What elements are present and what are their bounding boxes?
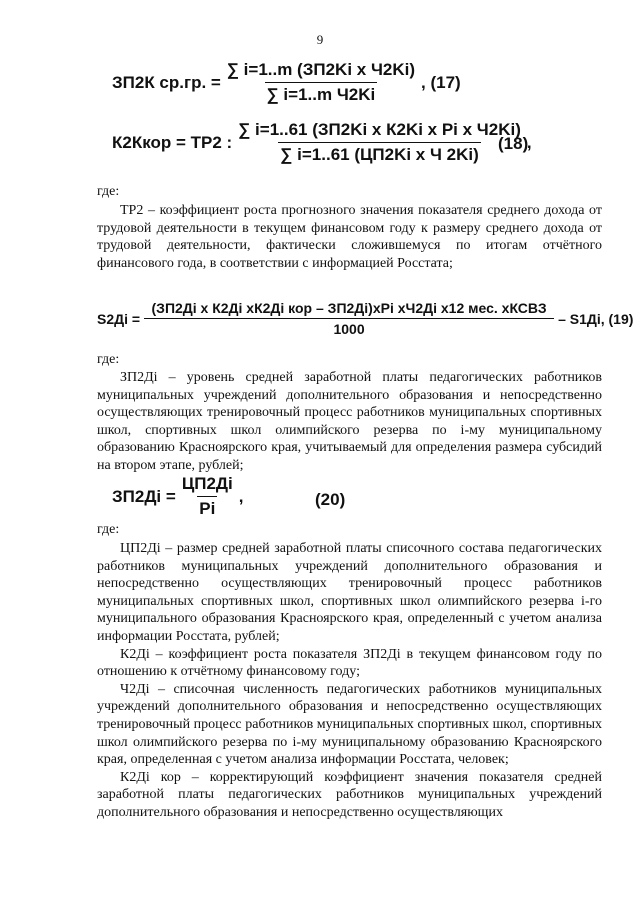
formula-19-fraction — [144, 300, 554, 337]
formula-17-number: , (17) — [421, 72, 461, 92]
paragraph-ch2-text: Ч2Дi – списочная численность педагогических работников муниципальных учреждений дополнительного образования и непосредственно осуществляющих тренировочный процесс работников муниципальных спортивных школ, спортивных школ олимпийского резерва по i-му муниципальному образованию Красноярского края, определенная с учетом анализа информации Росстата, человек; — [97, 681, 602, 768]
formula-17-fraction — [225, 60, 417, 105]
formula-18-fraction — [236, 120, 523, 165]
formula-17 — [112, 60, 461, 105]
formula-19-lhs: S2Дi = — [97, 310, 141, 327]
definitions-block — [97, 540, 602, 822]
paragraph-k2kor-text: К2Дi кор – корректирующий коэффициент значения показателя средней заработной платы педагогических работников муниципальных учреждений дополнительного образования и непосредственно осуществляющих — [97, 769, 602, 820]
where-label-2: где: — [97, 352, 120, 367]
formula-19 — [97, 300, 633, 337]
formula-18-number: (18) — [498, 134, 529, 153]
where-label-1: где: — [97, 184, 120, 199]
paragraph-tp2-text: ТР2 – коэффициент роста прогнозного значения показателя среднего дохода от трудовой деятельности в текущем финансовом году к размеру среднего дохода от трудовой деятельности, фактически сложившемуся по итогам отчётного финансового года, в соответствии с информацией Росстата; — [97, 203, 602, 271]
formula-17-lhs: ЗП2К ср.гр. = — [112, 72, 221, 92]
formula-18-numerator: ∑ i=1..61 (ЗП2Ki x К2Ki x Pi x Ч2Ki) — [238, 120, 521, 139]
formula-20-number: (20) — [315, 490, 346, 509]
formula-18-tail: , — [526, 132, 532, 152]
formula-20 — [112, 474, 243, 519]
paragraph-tp2 — [97, 202, 602, 272]
formula-19-rhs: – S1Дi, (19) — [558, 310, 634, 327]
formula-20-fraction — [180, 474, 235, 519]
formula-20-lhs: ЗП2Дi = — [112, 486, 176, 506]
where-label-3: где: — [97, 522, 120, 537]
formula-20-denominator: Pi — [197, 496, 217, 519]
formula-20-numerator: ЦП2Дi — [181, 474, 233, 493]
formula-19-numerator: (ЗП2Дi x К2Дi xК2Дi кор – ЗП2Дi)xPi xЧ2Дi x12 мес. xКСВЗ — [151, 300, 547, 316]
formula-17-denominator: ∑ i=1..m Ч2Ki — [265, 82, 378, 105]
formula-18-denominator: ∑ i=1..61 (ЦП2Ki x Ч 2Ki) — [278, 142, 480, 165]
formula-18-lhs: К2Ккор = ТР2 : — [112, 132, 233, 152]
paragraph-zp2 — [97, 369, 602, 475]
paragraph-cp2-text: ЦП2Дi – размер средней заработной платы списочного состава педагогических работников муниципальных учреждений дополнительного образования и непосредственно осуществляющих тренировочный процесс работников муниципальных спортивных школ, спортивных школ олимпийского резерва i-го муниципального образования Красноярского края, определенный с учетом анализа информации Росстата, рублей; — [97, 541, 602, 644]
page-number: 9 — [316, 32, 324, 47]
paragraph-zp2-text: ЗП2Дi – уровень средней заработной платы педагогических работников муниципальных учреждений дополнительного образования и непосредственно осуществляющих тренировочный процесс работников муниципальных спортивных школ, спортивных школ олимпийского резерва по i-му муниципальному образованию Красноярского края, учитываемый для определения размера субсидий на втором этапе, рублей; — [97, 370, 602, 473]
formula-18 — [112, 120, 532, 165]
formula-19-denominator: 1000 — [144, 318, 554, 337]
formula-17-numerator: ∑ i=1..m (ЗП2Ki x Ч2Ki) — [226, 60, 416, 79]
paragraph-k2-text: К2Дi – коэффициент роста показателя ЗП2Дi в текущем финансовом году по отношению к отчётному финансовому году; — [97, 646, 602, 680]
formula-20-tail: , — [238, 486, 244, 506]
